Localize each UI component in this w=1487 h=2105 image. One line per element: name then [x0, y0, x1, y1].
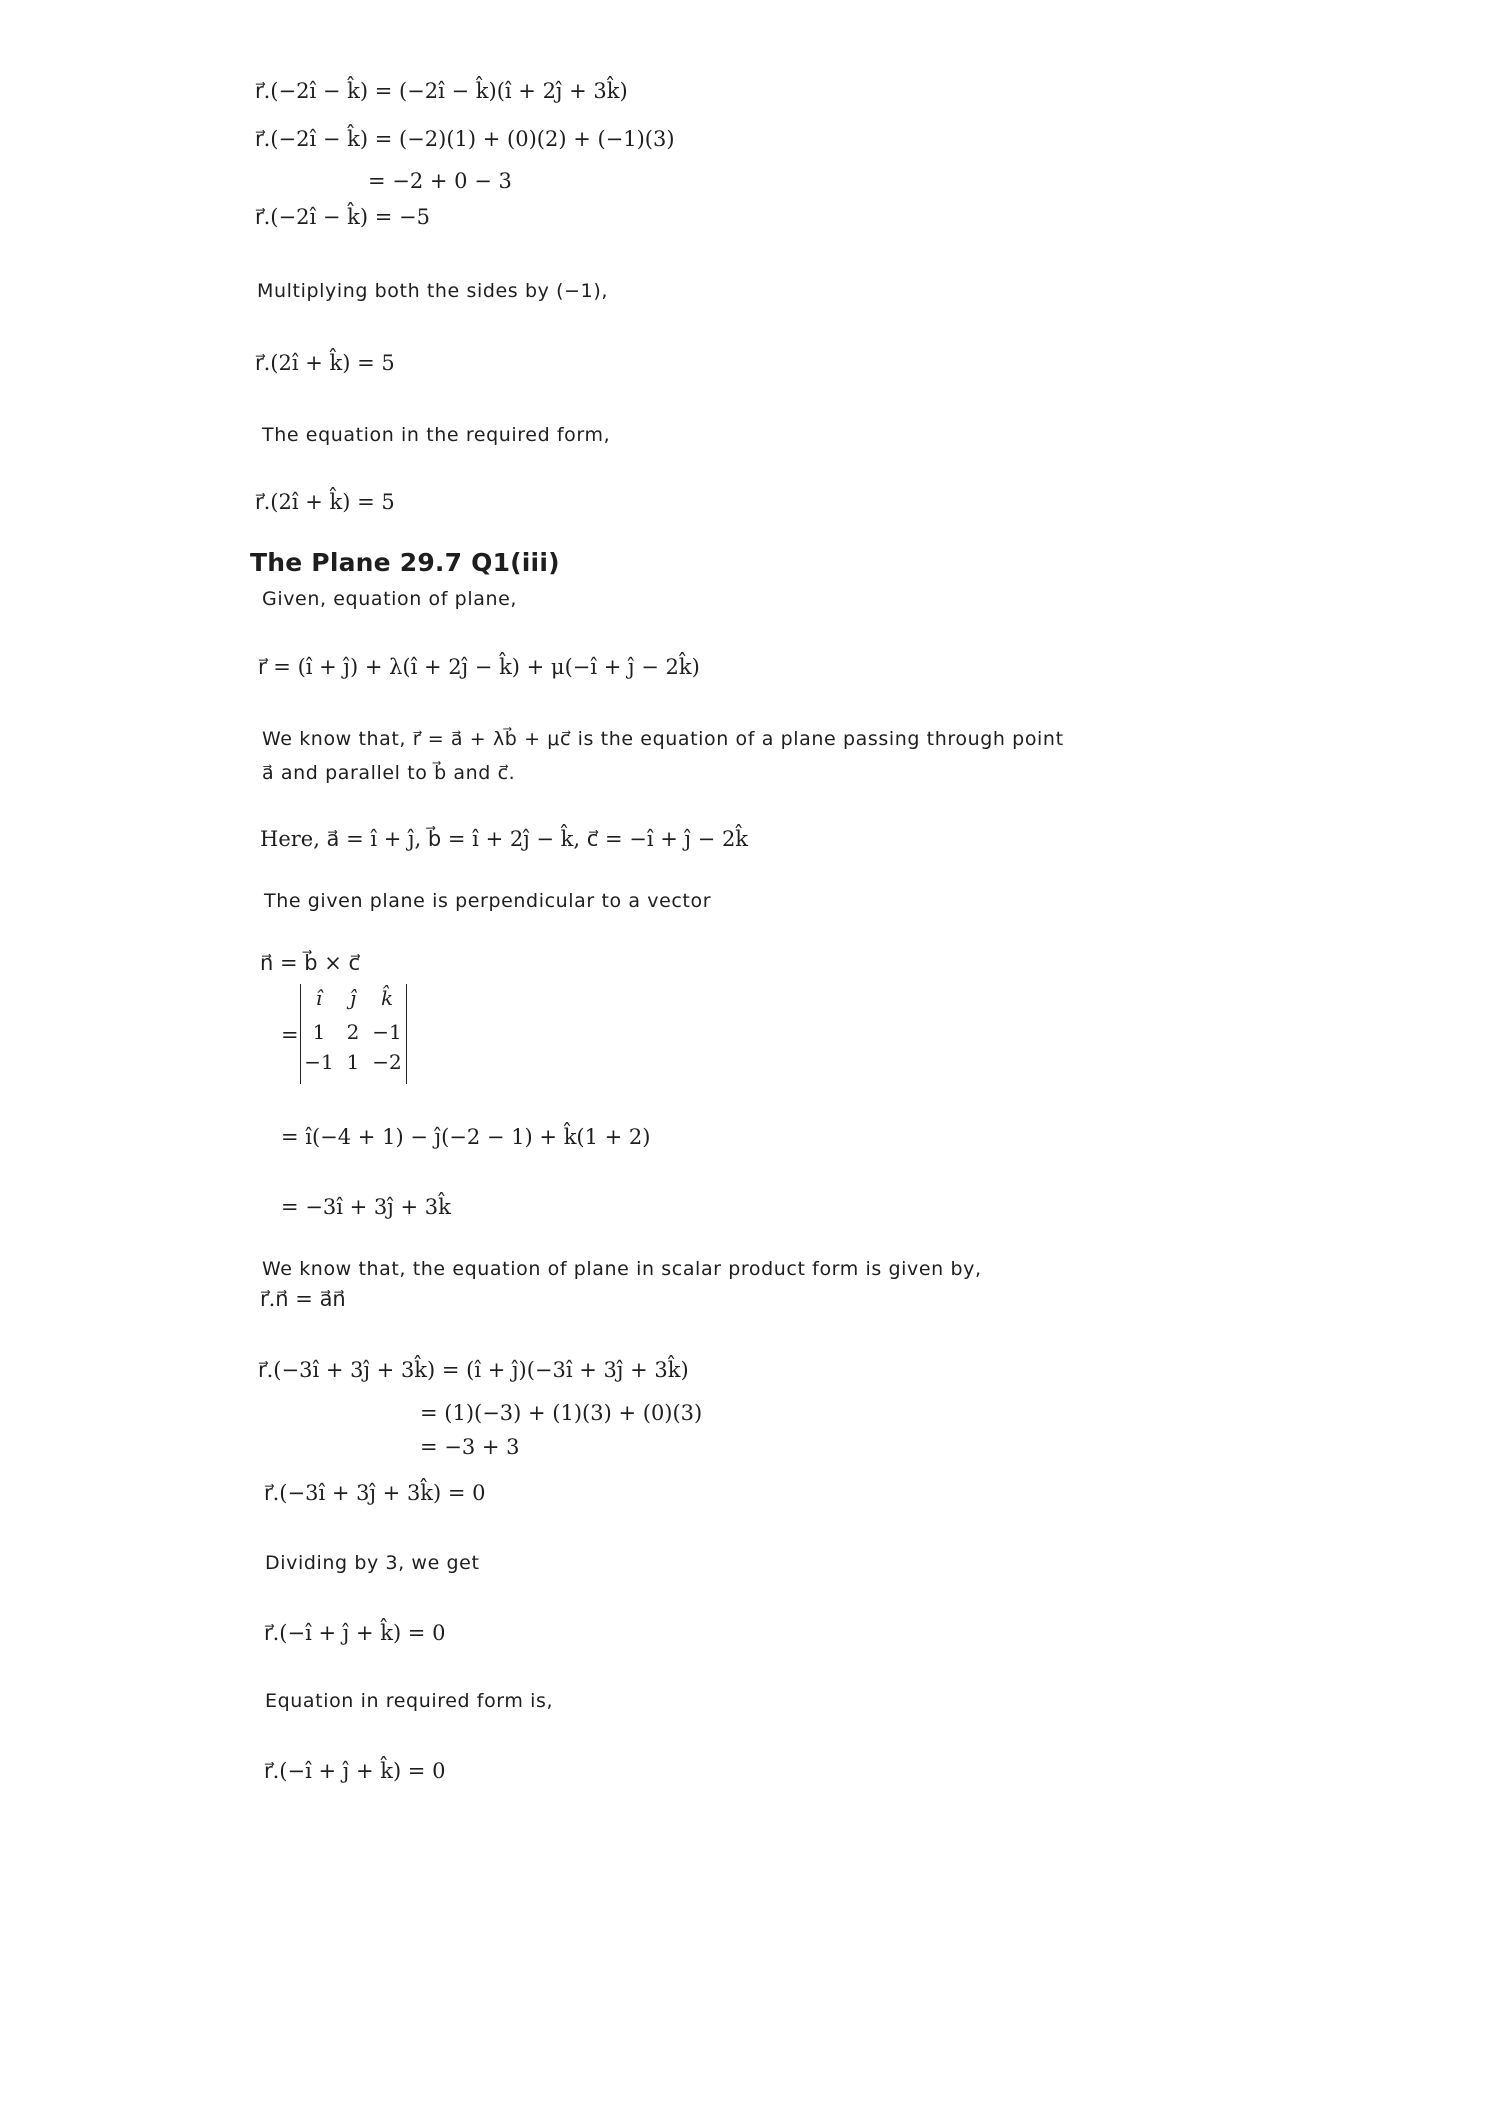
det-cell: 2 — [346, 1020, 360, 1044]
text-line: a⃗ and parallel to b⃗ and c⃗. — [262, 762, 516, 784]
equals-sign: = — [281, 1023, 299, 1047]
text-line: Equation in required form is, — [265, 1690, 554, 1712]
equation-line: r⃗.(−3î + 3ĵ + 3k̂) = (î + ĵ)(−3î + 3ĵ + 3k̂) — [258, 1358, 689, 1382]
det-cell: −1 — [372, 1020, 402, 1044]
det-cell: 1 — [346, 1050, 360, 1074]
text-line: We know that, r⃗ = a⃗ + λb⃗ + μc⃗ is the equation of a plane passing through point — [262, 728, 1064, 750]
det-cell: î — [315, 986, 323, 1010]
det-cell: ĵ — [349, 986, 357, 1010]
result-line: = −3î + 3ĵ + 3k̂ — [281, 1195, 451, 1219]
det-cell: 1 — [312, 1020, 326, 1044]
equation-line: = −3 + 3 — [420, 1435, 520, 1459]
equation-line: r⃗.(−î + ĵ + k̂) = 0 — [264, 1621, 446, 1645]
expansion-line: = î(−4 + 1) − ĵ(−2 − 1) + k̂(1 + 2) — [281, 1125, 651, 1149]
equation-line: = (1)(−3) + (1)(3) + (0)(3) — [420, 1401, 703, 1425]
equation-line: r⃗.(2î + k̂) = 5 — [255, 490, 395, 514]
plane-equation: r⃗ = (î + ĵ) + λ(î + 2ĵ − k̂) + μ(−î + ĵ − 2k̂) — [258, 655, 700, 679]
scalar-product-form: r⃗.n⃗ = a⃗n⃗ — [260, 1287, 346, 1311]
equation-line: r⃗.(−2î − k̂) = −5 — [255, 205, 430, 229]
det-cell: −2 — [372, 1050, 402, 1074]
text-line: The given plane is perpendicular to a vector — [264, 890, 712, 912]
final-equation: r⃗.(−î + ĵ + k̂) = 0 — [264, 1759, 446, 1783]
text-line: Given, equation of plane, — [262, 588, 518, 610]
text-line: Multiplying both the sides by (−1), — [257, 280, 608, 302]
det-cell: −1 — [304, 1050, 334, 1074]
equation-line: r⃗.(−3î + 3ĵ + 3k̂) = 0 — [264, 1481, 486, 1505]
text-line: We know that, the equation of plane in scalar product form is given by, — [262, 1258, 982, 1280]
equation-line: r⃗.(−2î − k̂) = (−2î − k̂)(î + 2ĵ + 3k̂) — [255, 79, 628, 103]
equation-line: = −2 + 0 − 3 — [368, 169, 512, 193]
text-line: Dividing by 3, we get — [265, 1552, 480, 1574]
normal-vector-equation: n⃗ = b⃗ × c⃗ — [260, 951, 361, 975]
equation-line: r⃗.(−2î − k̂) = (−2)(1) + (0)(2) + (−1)(3) — [255, 127, 675, 151]
section-heading: The Plane 29.7 Q1(iii) — [250, 548, 560, 577]
text-line: The equation in the required form, — [262, 424, 611, 446]
vector-definitions: Here, a⃗ = î + ĵ, b⃗ = î + 2ĵ − k̂, c⃗ = −î + ĵ − 2k̂ — [260, 827, 749, 851]
determinant — [300, 984, 407, 1084]
det-cell: k̂ — [380, 986, 394, 1010]
equation-line: r⃗.(2î + k̂) = 5 — [255, 351, 395, 375]
